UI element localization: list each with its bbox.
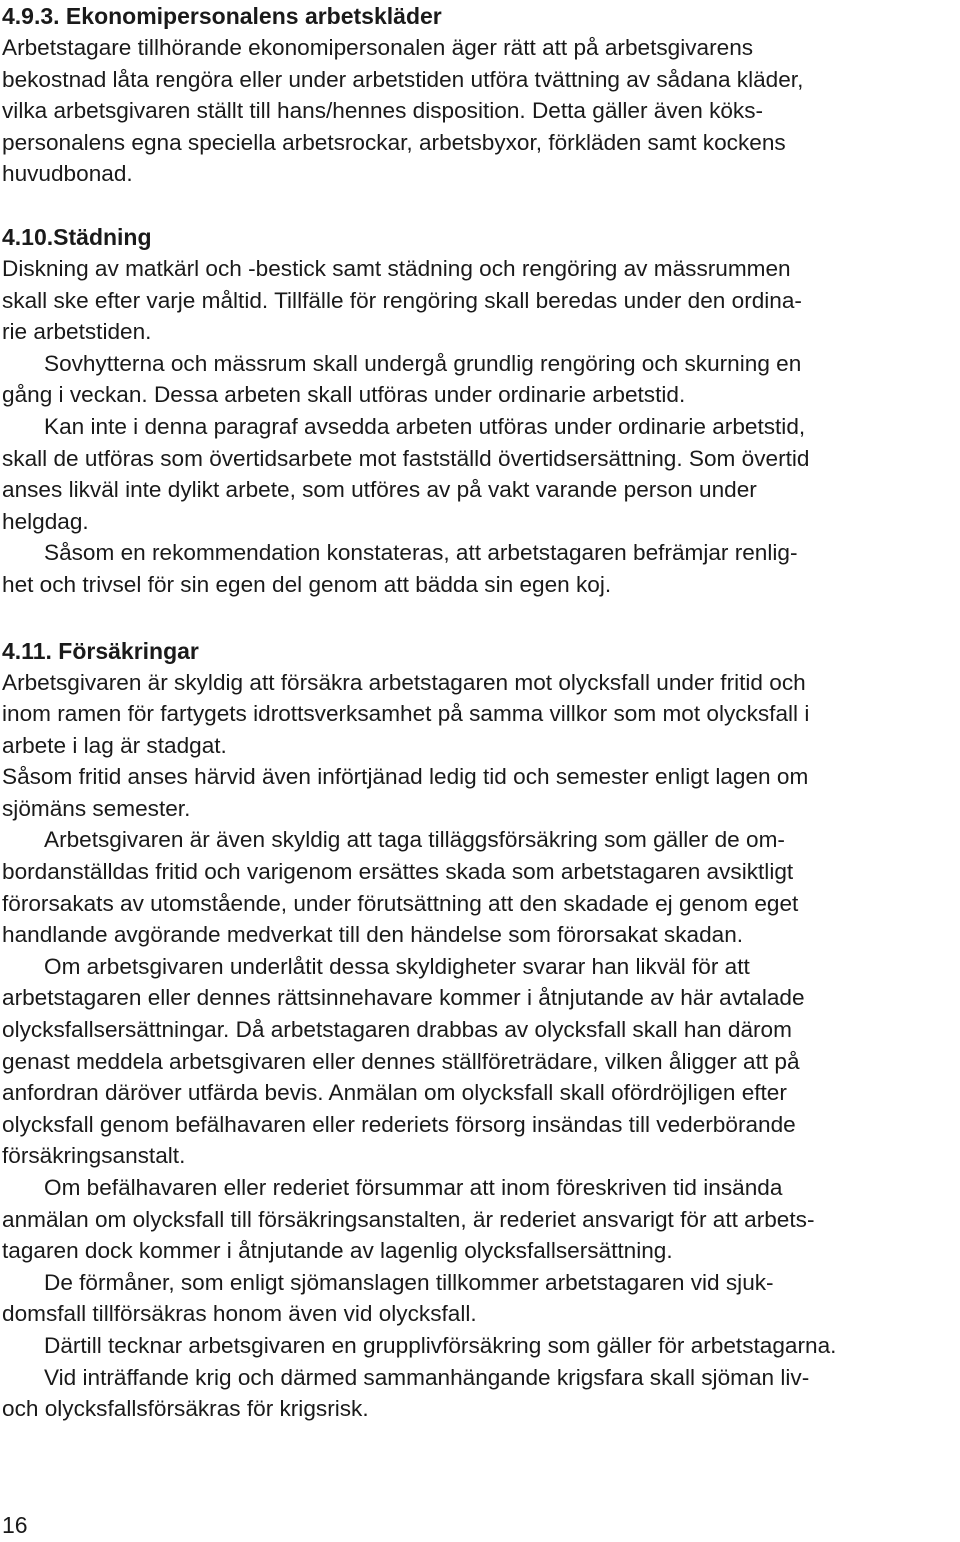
text-line: anses likväl inte dylikt arbete, som utföres av på vakt varande person under <box>2 477 757 503</box>
text-line: förorsakats av utomstående, under förutsättning att den skadade ej genom eget <box>2 890 799 916</box>
text-line: Sovhytterna och mässrum skall undergå grundlig rengöring och skurning en <box>44 350 802 376</box>
text-line: olycksfallsersättningar. Då arbetstagaren drabbas av olycksfall skall han därom <box>2 1017 792 1043</box>
section-ekonomipersonalens-arbetsklader <box>2 0 956 190</box>
text-line: Arbetstagare tillhörande ekonomipersonalen äger rätt att på arbetsgivarens <box>2 35 754 60</box>
text-line: bordanställdas fritid och varigenom ersättes skada som arbetstagaren avsiktligt <box>2 859 794 885</box>
text-line: inom ramen för fartygets idrottsverksamhet på samma villkor som mot olycksfall i <box>2 701 810 727</box>
text-line: rie arbetstiden. <box>2 319 152 345</box>
paragraph <box>2 667 956 762</box>
paragraph <box>2 32 956 190</box>
text-line: helgdag. <box>2 508 89 534</box>
text-line: handlande avgörande medverkat till den händelse som förorsakat skadan. <box>2 922 744 948</box>
text-line: Arbetsgivaren är skyldig att försäkra arbetstagaren mot olycksfall under fritid och <box>2 669 806 695</box>
paragraph <box>2 951 956 1172</box>
page-number: 16 <box>2 1512 28 1538</box>
text-line: och olycksfallsförsäkras för krigsrisk. <box>2 1396 369 1422</box>
paragraph <box>2 1267 956 1330</box>
text-line: bekostnad låta rengöra eller under arbetstiden utföra tvättning av sådana kläder, <box>2 66 804 92</box>
text-line: Därtill tecknar arbetsgivaren en grupplivförsäkring som gäller för arbetstagarna. <box>44 1332 837 1358</box>
paragraph <box>2 537 956 600</box>
text-line: huvudbonad. <box>2 161 133 187</box>
text-line: försäkringsanstalt. <box>2 1143 186 1169</box>
text-line: arbetstagaren eller dennes rättsinnehavare kommer i åtnjutande av här avtalade <box>2 985 805 1011</box>
paragraph <box>2 1362 956 1425</box>
text-line: vilka arbetsgivaren ställt till hans/hennes disposition. Detta gäller även köks- <box>2 98 764 124</box>
section-heading: 4.10.Städning <box>2 223 152 250</box>
text-line: Om arbetsgivaren underlåtit dessa skyldigheter svarar han likväl för att <box>44 953 750 979</box>
text-line: anmälan om olycksfall till försäkringsanstalten, är rederiet ansvarigt för att arbets- <box>2 1206 815 1232</box>
text-line: gång i veckan. Dessa arbeten skall utföras under ordinarie arbetstid. <box>2 382 686 408</box>
text-line: De förmåner, som enligt sjömanslagen tillkommer arbetstagaren vid sjuk- <box>44 1269 774 1295</box>
text-line: Såsom en rekommendation konstateras, att arbetstagaren befrämjar renlig- <box>44 540 798 566</box>
paragraph <box>2 1172 956 1267</box>
text-line: tagaren dock kommer i åtnjutande av lagenlig olycksfallsersättning. <box>2 1238 673 1264</box>
paragraph <box>2 411 956 537</box>
paragraph <box>2 761 956 824</box>
text-line: domsfall tillförsäkras honom även vid olycksfall. <box>2 1301 477 1327</box>
text-line: personalens egna speciella arbetsrockar, arbetsbyxor, förkläden samt kockens <box>2 129 786 155</box>
text-line: genast meddela arbetsgivaren eller dennes ställföreträdare, vilken åligger att på <box>2 1048 800 1074</box>
paragraph <box>2 253 956 348</box>
text-line: arbete i lag är stadgat. <box>2 732 227 758</box>
paragraph <box>2 348 956 411</box>
document-page <box>2 0 956 1425</box>
text-line: skall de utföras som övertidsarbete mot fastställd övertidsersättning. Som övertid <box>2 445 810 471</box>
text-line: olycksfall genom befälhavaren eller rederiets försorg insändas till vederbörande <box>2 1111 796 1137</box>
text-line: Arbetsgivaren är även skyldig att taga tilläggsförsäkring som gäller de om- <box>44 827 785 853</box>
paragraph <box>2 1330 956 1362</box>
text-line: Diskning av matkärl och -bestick samt städning och rengöring av mässrummen <box>2 255 791 281</box>
text-line: sjömäns semester. <box>2 795 191 821</box>
section-heading: 4.11. Försäkringar <box>2 637 199 664</box>
section-stadning <box>2 221 956 601</box>
text-line: Vid inträffande krig och därmed sammanhängande krigsfara skall sjöman liv- <box>44 1364 810 1390</box>
paragraph <box>2 824 956 950</box>
text-line: Kan inte i denna paragraf avsedda arbeten utföras under ordinarie arbetstid, <box>44 413 806 439</box>
text-line: Såsom fritid anses härvid även införtjänad ledig tid och semester enligt lagen om <box>2 764 809 790</box>
section-forsakringar <box>2 635 956 1425</box>
text-line: Om befälhavaren eller rederiet försummar att inom föreskriven tid insända <box>44 1175 783 1200</box>
text-line: het och trivsel för sin egen del genom att bädda sin egen koj. <box>2 571 612 597</box>
text-line: anfordran däröver utfärda bevis. Anmälan om olycksfall skall ofördröjligen efter <box>2 1080 787 1106</box>
section-heading: 4.9.3. Ekonomipersonalens arbetskläder <box>2 3 442 29</box>
text-line: skall ske efter varje måltid. Tillfälle för rengöring skall beredas under den ordina- <box>2 287 802 313</box>
